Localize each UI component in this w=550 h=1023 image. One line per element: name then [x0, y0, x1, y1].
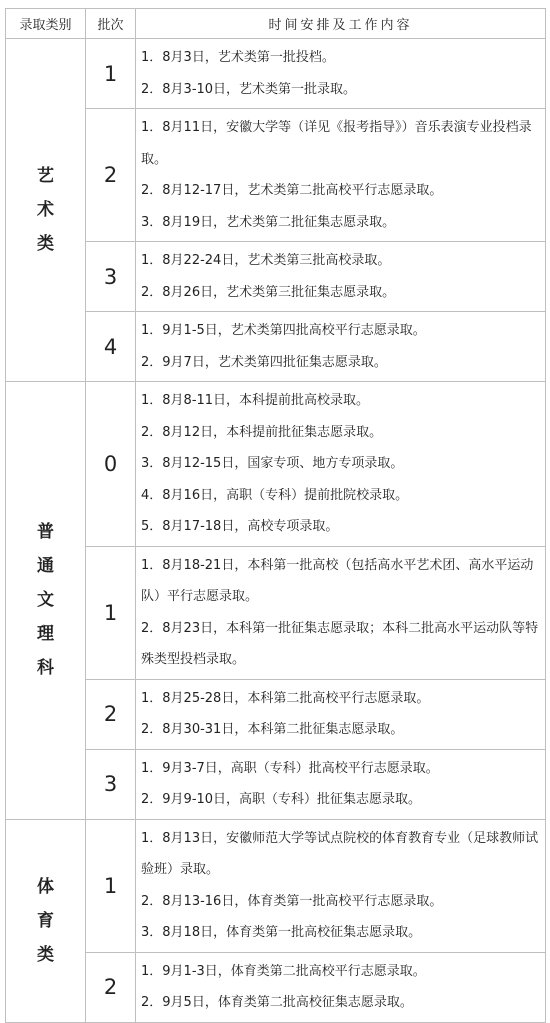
category-char: 体: [37, 876, 54, 897]
schedule-content: [136, 819, 546, 952]
schedule-content: [136, 952, 546, 1022]
category-char: 文: [37, 590, 54, 611]
schedule-item: 2．8月30-31日，本科第二批征集志愿录取。: [141, 722, 404, 737]
schedule-item: 1．8月13日，安徽师范大学等试点院校的体育教育专业（足球教师试验班）录取。: [141, 830, 539, 877]
table-row: [6, 382, 546, 547]
table-row: [6, 952, 546, 1022]
category-char: 术: [37, 200, 54, 220]
table-row: [6, 546, 546, 679]
batch-number: 0: [86, 382, 136, 547]
batch-number: 2: [86, 952, 136, 1022]
batch-number: 1: [86, 819, 136, 952]
category-cell-general: [6, 382, 86, 820]
schedule-content: [136, 242, 546, 312]
schedule-item: 1．8月25-28日，本科第二批高校平行志愿录取。: [141, 690, 430, 706]
schedule-item: 5．8月17-18日，高校专项录取。: [141, 519, 339, 534]
schedule-content: [136, 749, 546, 819]
category-char: 普: [37, 522, 54, 543]
category-char: 科: [37, 658, 54, 679]
category-char: 类: [37, 234, 54, 254]
schedule-item: 1．9月3-7日，高职（专科）批高校平行志愿录取。: [141, 760, 439, 776]
batch-number: 3: [86, 242, 136, 312]
table-row: [6, 109, 546, 242]
table-row: [6, 749, 546, 819]
schedule-item: 1．9月1-3日，体育类第二批高校平行志愿录取。: [141, 963, 426, 979]
schedule-content: [136, 109, 546, 242]
table-row: [6, 242, 546, 312]
header-row: [6, 9, 546, 39]
batch-number: 3: [86, 749, 136, 819]
category-char: 育: [37, 910, 54, 931]
table-row: [6, 312, 546, 382]
schedule-item: 2．9月5日，体育类第二批高校征集志愿录取。: [141, 995, 413, 1010]
schedule-item: 1．8月18-21日，本科第一批高校（包括高水平艺术团、高水平运动队）平行志愿录取。: [141, 557, 534, 604]
category-char: 艺: [37, 166, 54, 186]
schedule-item: 3．8月18日，体育类第一批高校征集志愿录取。: [141, 925, 422, 940]
batch-number: 2: [86, 679, 136, 749]
schedule-item: 4．8月16日，高职（专科）提前批院校录取。: [141, 487, 409, 503]
schedule-item: 3．8月12-15日，国家专项、地方专项录取。: [141, 456, 404, 471]
schedule-item: 3．8月19日，艺术类第二批征集志愿录取。: [141, 214, 396, 230]
header-batch: 批次: [86, 9, 136, 39]
schedule-content: [136, 382, 546, 547]
schedule-item: 2．9月9-10日，高职（专科）批征集志愿录取。: [141, 792, 422, 807]
schedule-item: 2．8月26日，艺术类第三批征集志愿录取。: [141, 284, 396, 300]
batch-number: 4: [86, 312, 136, 382]
schedule-item: 2．8月13-16日，体育类第一批高校平行志愿录取。: [141, 893, 443, 909]
batch-number: 1: [86, 39, 136, 109]
schedule-item: 1．9月1-5日，艺术类第四批高校平行志愿录取。: [141, 323, 426, 338]
header-category: 录取类别: [6, 9, 86, 39]
batch-number: 2: [86, 109, 136, 242]
category-cell-sports: [6, 819, 86, 1022]
batch-number: 1: [86, 546, 136, 679]
header-content: 时间安排及工作内容: [136, 9, 546, 39]
table-body: [6, 39, 546, 1023]
schedule-item: 1．8月8-11日，本科提前批高校录取。: [141, 393, 370, 408]
schedule-item: 2．8月3-10日，艺术类第一批录取。: [141, 81, 357, 97]
schedule-item: 1．8月3日，艺术类第一批投档。: [141, 50, 335, 65]
category-cell-art: [6, 39, 86, 382]
schedule-item: 2．8月23日，本科第一批征集志愿录取；本科二批高水平运动队等特殊类型投档录取。: [141, 620, 539, 667]
schedule-content: [136, 39, 546, 109]
admission-schedule-table: [5, 8, 546, 1023]
schedule-item: 2．8月12-17日，艺术类第二批高校平行志愿录取。: [141, 183, 443, 198]
category-char: 类: [37, 944, 54, 965]
schedule-item: 2．9月7日，艺术类第四批征集志愿录取。: [141, 354, 387, 370]
schedule-item: 2．8月12日，本科提前批征集志愿录取。: [141, 424, 383, 440]
category-char: 理: [37, 624, 54, 645]
schedule-item: 1．8月11日，安徽大学等（详见《报考指导》）音乐表演专业投档录取。: [141, 120, 532, 167]
schedule-content: [136, 679, 546, 749]
category-char: 通: [37, 556, 54, 577]
table-row: [6, 819, 546, 952]
schedule-content: [136, 312, 546, 382]
table-row: [6, 39, 546, 109]
schedule-content: [136, 546, 546, 679]
schedule-item: 1．8月22-24日，艺术类第三批高校录取。: [141, 253, 391, 268]
table-row: [6, 679, 546, 749]
